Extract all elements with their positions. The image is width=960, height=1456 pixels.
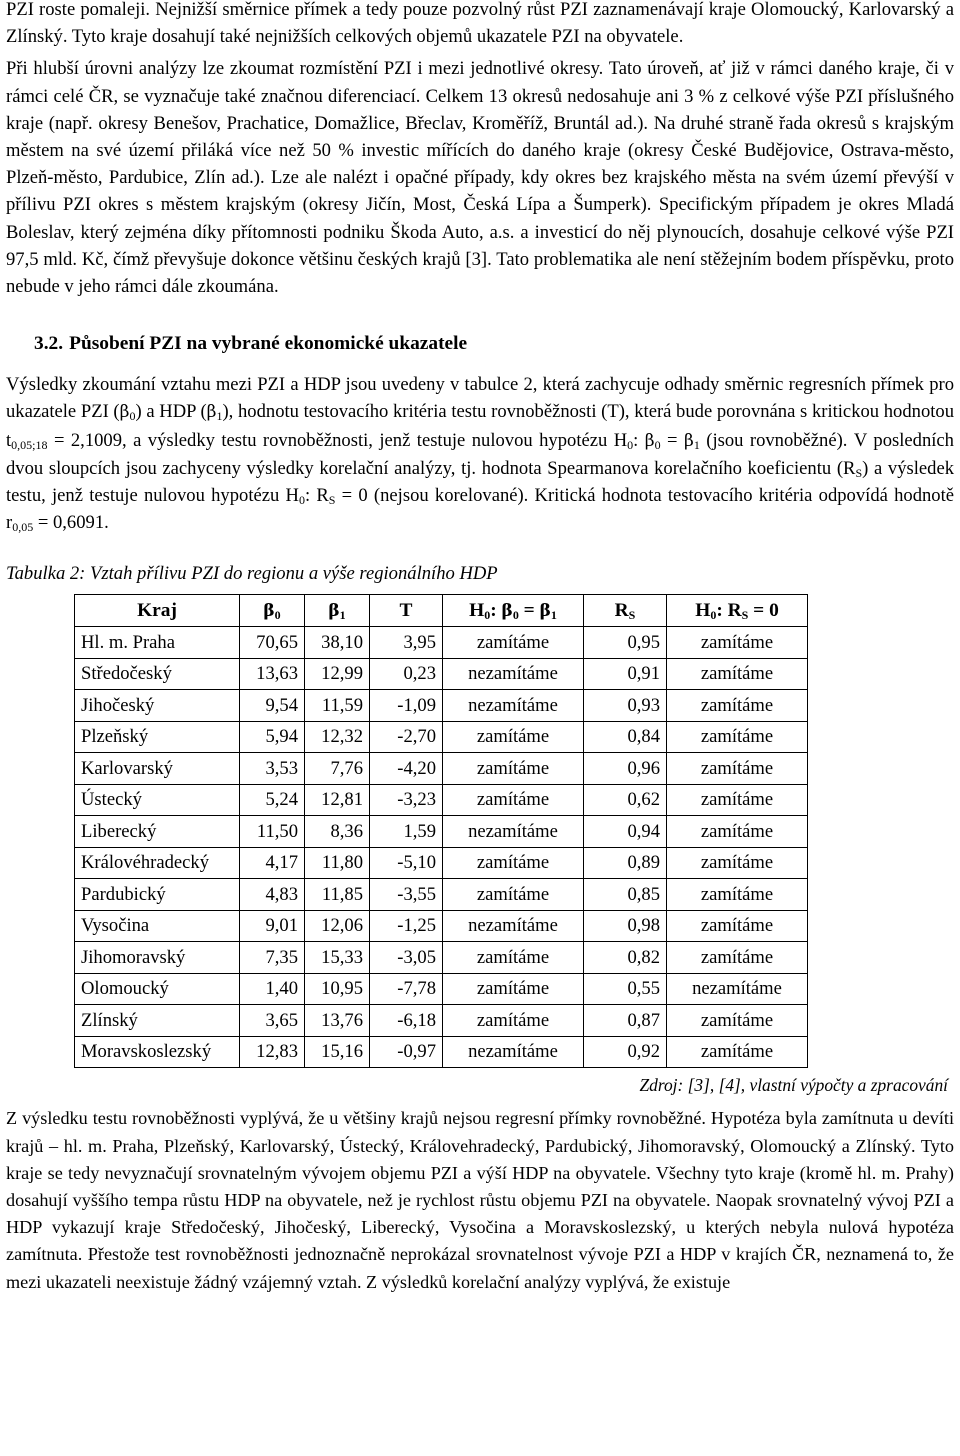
- table-row: [75, 816, 808, 848]
- cell-beta1: 12,32: [305, 721, 370, 753]
- cell-beta0: 1,40: [240, 973, 305, 1005]
- results-table: [74, 594, 808, 1068]
- cell-h0-parallel: zamítáme: [443, 784, 584, 816]
- cell-kraj: Zlínský: [75, 1005, 240, 1037]
- table-row: [75, 973, 808, 1005]
- cell-beta0: 5,24: [240, 784, 305, 816]
- cell-beta1: 11,59: [305, 690, 370, 722]
- cell-h0-parallel: zamítáme: [443, 753, 584, 785]
- cell-kraj: Plzeňský: [75, 721, 240, 753]
- subscript: 0: [484, 607, 491, 622]
- cell-beta0: 3,53: [240, 753, 305, 785]
- cell-kraj: Vysočina: [75, 910, 240, 942]
- cell-h0-corr: zamítáme: [667, 721, 808, 753]
- cell-t: 1,59: [370, 816, 443, 848]
- text-run: : R: [304, 485, 329, 507]
- cell-beta0: 4,83: [240, 879, 305, 911]
- beta-symbol: β: [644, 430, 655, 451]
- cell-h0-corr: zamítáme: [667, 1005, 808, 1037]
- cell-rs: 0,96: [584, 753, 667, 785]
- subscript: 0: [710, 607, 717, 622]
- table-row: [75, 690, 808, 722]
- beta-symbol: β: [263, 600, 275, 621]
- cell-rs: 0,93: [584, 690, 667, 722]
- cell-beta1: 13,76: [305, 1005, 370, 1037]
- cell-t: -0,97: [370, 1036, 443, 1068]
- beta-symbol: β: [501, 600, 513, 621]
- paragraph-districts: Při hlubší úrovni analýzy lze zkoumat rozmístění PZI i mezi jednotlivé okresy. Tato úroveň, ať již v rámci daného kraje, či v rámci celé ČR, se vyznačuje také značnou diferenciací. Celkem 13 okresů nedosahuje ani 3 % z celkové výše PZI příslušného kraje (např. okresy Benešov, Prachatice, Domažlice, Břeclav, Kroměříž, Bruntál ad.). Na druhé straně řada okresů s krajským městem na své území přiláká více než 50 % investic mířících do daného kraje (okresy České Budějovice, Ostrava-město, Plzeň-město, Pardubice, Zlín ad.). Lze ale nalézt i opačné případy, kdy okres bez krajského města na svém území převýší v přílivu PZI okres s městem krajským (okresy Jičín, Most, Česká Lípa a Šumperk). Specifickým případem je okres Mladá Boleslav, který zejména díky přítomnosti podniku Škoda Auto, a.s. a investicí do něj plynoucích, dosahuje celkové výše PZI 97,5 mld. Kč, čímž převyšuje dokonce většinu českých krajů [3]. Tato problematika ale není stěžejním bodem příspěvku, proto nebude v jeho rámci dále zkoumána.: [6, 58, 954, 298]
- cell-rs: 0,89: [584, 847, 667, 879]
- cell-rs: 0,84: [584, 721, 667, 753]
- subscript: 1: [339, 607, 346, 622]
- cell-h0-corr: zamítáme: [667, 847, 808, 879]
- cell-h0-parallel: zamítáme: [443, 973, 584, 1005]
- cell-h0-corr: zamítáme: [667, 816, 808, 848]
- cell-h0-parallel: zamítáme: [443, 879, 584, 911]
- text-run: = 0: [748, 599, 779, 621]
- cell-h0-parallel: zamítáme: [443, 627, 584, 659]
- cell-rs: 0,62: [584, 784, 667, 816]
- cell-t: -6,18: [370, 1005, 443, 1037]
- beta-symbol: β: [683, 430, 694, 451]
- cell-rs: 0,92: [584, 1036, 667, 1068]
- cell-h0-corr: nezamítáme: [667, 973, 808, 1005]
- cell-h0-corr: zamítáme: [667, 784, 808, 816]
- cell-t: 3,95: [370, 627, 443, 659]
- cell-beta1: 12,06: [305, 910, 370, 942]
- paragraph-intro: PZI roste pomaleji. Nejnižší směrnice přímek a tedy pouze pozvolný růst PZI zaznamenávají kraje Olomoucký, Karlovarský a Zlínský. Tyto kraje dosahují také nejnižších celkových objemů ukazatele PZI na obyvatele.: [6, 0, 954, 48]
- cell-t: -3,55: [370, 879, 443, 911]
- cell-kraj: Jihomoravský: [75, 942, 240, 974]
- cell-rs: 0,87: [584, 1005, 667, 1037]
- subscript: 0: [627, 437, 634, 452]
- section-title: Působení PZI na vybrané ekonomické ukazatele: [69, 333, 468, 355]
- table-row: [75, 879, 808, 911]
- cell-h0-parallel: nezamítáme: [443, 910, 584, 942]
- cell-t: -3,23: [370, 784, 443, 816]
- cell-beta0: 4,17: [240, 847, 305, 879]
- cell-beta0: 12,83: [240, 1036, 305, 1068]
- cell-beta0: 70,65: [240, 627, 305, 659]
- cell-beta1: 11,85: [305, 879, 370, 911]
- table-row: [75, 784, 808, 816]
- subscript: 1: [550, 607, 557, 622]
- table-header-row: [75, 595, 808, 627]
- header-beta0: [240, 595, 305, 627]
- cell-beta1: 8,36: [305, 816, 370, 848]
- cell-beta1: 12,99: [305, 658, 370, 690]
- table-row: [75, 910, 808, 942]
- text-run: H: [695, 599, 711, 621]
- cell-beta1: 7,76: [305, 753, 370, 785]
- cell-h0-parallel: zamítáme: [443, 721, 584, 753]
- cell-t: -1,09: [370, 690, 443, 722]
- cell-h0-parallel: nezamítáme: [443, 658, 584, 690]
- cell-h0-parallel: zamítáme: [443, 942, 584, 974]
- cell-rs: 0,95: [584, 627, 667, 659]
- paragraph-methods: [6, 371, 954, 536]
- table-row: [75, 658, 808, 690]
- table-row: [75, 1036, 808, 1068]
- subscript: 0,05: [12, 520, 34, 535]
- cell-rs: 0,91: [584, 658, 667, 690]
- subscript: 0: [654, 437, 661, 452]
- header-h0-corr: [667, 595, 808, 627]
- cell-kraj: Karlovarský: [75, 753, 240, 785]
- cell-beta1: 15,33: [305, 942, 370, 974]
- text-run: R: [614, 599, 629, 621]
- cell-h0-parallel: nezamítáme: [443, 690, 584, 722]
- subscript: 1: [693, 437, 700, 452]
- cell-rs: 0,98: [584, 910, 667, 942]
- cell-beta1: 12,81: [305, 784, 370, 816]
- subscript: S: [328, 493, 336, 508]
- table-row: [75, 627, 808, 659]
- cell-t: -4,20: [370, 753, 443, 785]
- table-row: [75, 942, 808, 974]
- cell-rs: 0,82: [584, 942, 667, 974]
- table-body: [75, 627, 808, 1068]
- cell-beta0: 7,35: [240, 942, 305, 974]
- section-number: 3.2.: [34, 333, 64, 355]
- cell-beta1: 11,80: [305, 847, 370, 879]
- cell-h0-corr: zamítáme: [667, 910, 808, 942]
- cell-h0-parallel: zamítáme: [443, 1005, 584, 1037]
- cell-h0-corr: zamítáme: [667, 690, 808, 722]
- cell-beta1: 38,10: [305, 627, 370, 659]
- table-source: Zdroj: [3], [4], vlastní výpočty a zpracování: [639, 1075, 948, 1096]
- cell-rs: 0,85: [584, 879, 667, 911]
- cell-kraj: Hl. m. Praha: [75, 627, 240, 659]
- cell-h0-corr: zamítáme: [667, 753, 808, 785]
- cell-beta0: 9,01: [240, 910, 305, 942]
- cell-h0-corr: zamítáme: [667, 627, 808, 659]
- cell-kraj: Olomoucký: [75, 973, 240, 1005]
- table-row: [75, 721, 808, 753]
- table-row: [75, 1005, 808, 1037]
- cell-t: -5,10: [370, 847, 443, 879]
- text-run: (jsou rovnoběžné). V posledních dvou sloupcích jsou zachyceny výsledky korelační analýzy, tj. hodnota Spearmanova korelačního koeficientu (R: [6, 429, 954, 479]
- cell-kraj: Liberecký: [75, 816, 240, 848]
- cell-kraj: Královéhradecký: [75, 847, 240, 879]
- cell-h0-corr: zamítáme: [667, 879, 808, 911]
- text-run: =: [660, 429, 684, 451]
- header-t: T: [370, 595, 443, 627]
- text-run: = 2,1009, a výsledky testu rovnoběžnosti, jenž testuje nulovou hypotézu H: [47, 429, 628, 451]
- cell-h0-corr: zamítáme: [667, 942, 808, 974]
- cell-beta1: 10,95: [305, 973, 370, 1005]
- cell-beta0: 11,50: [240, 816, 305, 848]
- cell-beta0: 9,54: [240, 690, 305, 722]
- header-beta1: [305, 595, 370, 627]
- text-run: :: [716, 599, 728, 621]
- subscript: S: [628, 607, 636, 622]
- text-run: :: [490, 599, 502, 621]
- table-row: [75, 753, 808, 785]
- beta-symbol: β: [328, 600, 340, 621]
- subscript: 0: [274, 607, 281, 622]
- section-heading: [34, 330, 954, 358]
- subscript: 0,05;18: [11, 437, 48, 452]
- cell-rs: 0,55: [584, 973, 667, 1005]
- table-row: [75, 847, 808, 879]
- beta-symbol: β: [206, 402, 217, 423]
- beta-symbol: β: [539, 600, 551, 621]
- header-h0-parallel: [443, 595, 584, 627]
- subscript: 1: [216, 409, 223, 424]
- cell-h0-parallel: nezamítáme: [443, 1036, 584, 1068]
- header-rs: [584, 595, 667, 627]
- cell-kraj: Ústecký: [75, 784, 240, 816]
- cell-kraj: Moravskoslezský: [75, 1036, 240, 1068]
- cell-t: -1,25: [370, 910, 443, 942]
- table-caption: Tabulka 2: Vztah přílivu PZI do regionu a výše regionálního HDP: [6, 563, 498, 585]
- cell-beta0: 5,94: [240, 721, 305, 753]
- cell-h0-corr: zamítáme: [667, 1036, 808, 1068]
- text-run: Výsledky zkoumání vztahu mezi PZI a HDP jsou uvedeny v tabulce 2, která zachycuje odhady směrnic regresních přímek pro ukazatele PZI (: [6, 374, 954, 423]
- cell-beta0: 13,63: [240, 658, 305, 690]
- header-kraj: Kraj: [75, 595, 240, 627]
- text-run: ) a výsledek testu, jenž testuje nulovou hypotézu H: [6, 457, 954, 507]
- text-run: :: [633, 429, 645, 451]
- cell-beta0: 3,65: [240, 1005, 305, 1037]
- cell-t: 0,23: [370, 658, 443, 690]
- cell-h0-parallel: nezamítáme: [443, 816, 584, 848]
- text-run: R: [727, 599, 742, 621]
- cell-kraj: Jihočeský: [75, 690, 240, 722]
- subscript: S: [741, 607, 749, 622]
- cell-beta1: 15,16: [305, 1036, 370, 1068]
- subscript: 0: [298, 493, 305, 508]
- text-run: = 0 (nejsou korelované). Kritická hodnota testovacího kritéria odpovídá hodnotě r: [6, 485, 954, 534]
- subscript: 0: [512, 607, 519, 622]
- cell-kraj: Středočeský: [75, 658, 240, 690]
- cell-t: -2,70: [370, 721, 443, 753]
- cell-h0-parallel: zamítáme: [443, 847, 584, 879]
- cell-kraj: Pardubický: [75, 879, 240, 911]
- subscript: 0: [129, 409, 136, 424]
- text-run: = 0,6091.: [33, 512, 109, 534]
- text-run: ) a HDP (: [135, 401, 207, 423]
- cell-t: -7,78: [370, 973, 443, 1005]
- text-run: H: [469, 599, 485, 621]
- subscript: S: [855, 465, 863, 480]
- beta-symbol: β: [119, 402, 130, 423]
- cell-h0-corr: zamítáme: [667, 658, 808, 690]
- text-run: ), hodnotu testovacího kritéria testu rovnoběžnosti (T), která bude porovnána s kritickou hodnotou t: [6, 401, 955, 451]
- text-run: =: [518, 599, 540, 621]
- document-page: [6, 0, 954, 1296]
- cell-t: -3,05: [370, 942, 443, 974]
- cell-rs: 0,94: [584, 816, 667, 848]
- paragraph-conclusion: Z výsledku testu rovnoběžnosti vyplývá, že u většiny krajů nejsou regresní přímky rovnoběžné. Hypotéza byla zamítnuta u devíti krajů – hl. m. Praha, Plzeňský, Karlovarský, Ústecký, Královehradecký, Pardubický, Jihomoravský, Olomoucký a Zlínský. Tyto kraje se tedy nevyznačují srovnatelným vývojem objemu PZI a výší HDP na obyvatele. Všechny tyto kraje (kromě hl. m. Prahy) dosahují vyššího tempa růstu HDP na obyvatele, než je rychlost růstu objemu PZI na obyvatele. Naopak srovnatelný vývoj PZI a HDP vykazují kraje Středočeský, Jihočeský, Liberecký, Vysočina a Moravskoslezský, u kterých nebyla nulová hypotéza zamítnuta. Přestože test rovnoběžnosti jednoznačně neprokázal srovnatelnost vývoje PZI a HDP v krajích ČR, neznamená to, že mezi ukazateli neexistuje žádný vzájemný vztah. Z výsledků korelační analýzy vyplývá, že existuje: [6, 1108, 954, 1292]
